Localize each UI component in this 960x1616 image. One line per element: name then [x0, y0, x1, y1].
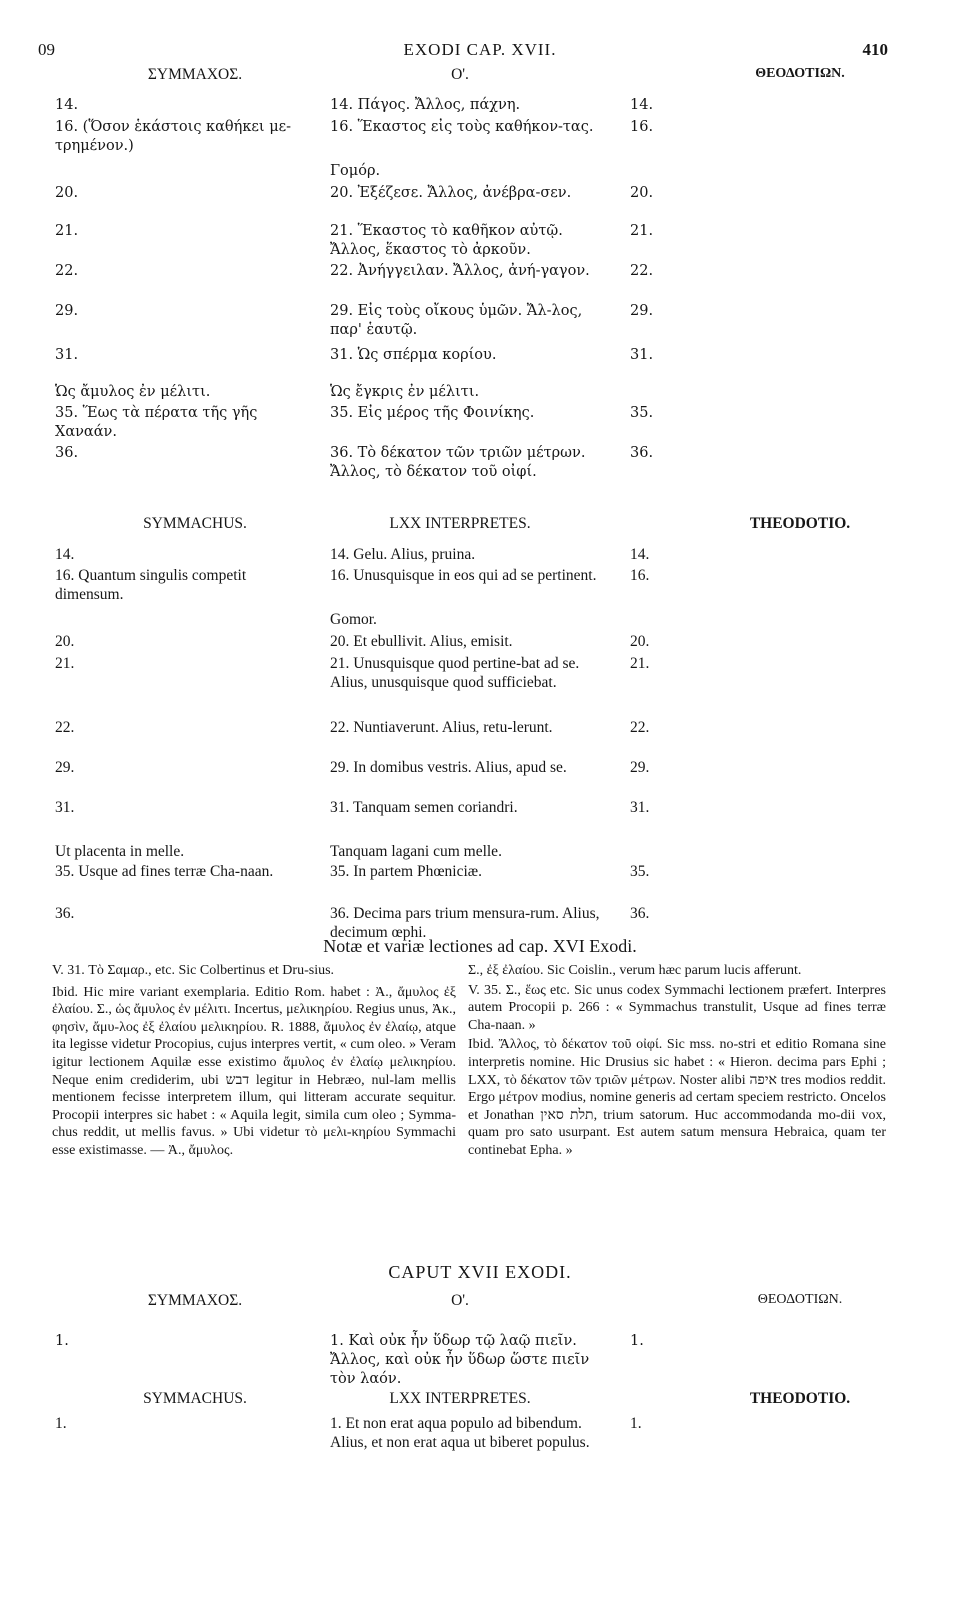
theodotion-cell: 14. — [630, 97, 654, 113]
lxx-cell: 21. Ἕκαστος τὸ καθῆκον αὐτῷ. Ἄλλος, ἕκαστος τὸ ἀρκοῦν. — [330, 223, 563, 258]
theodotion-cell: 35. — [630, 405, 654, 421]
theodotion-cell: 22. — [630, 263, 654, 279]
symmachus-cell: 35. Ἕως τὰ πέρατα τῆς γῆς Χαναάν. — [55, 405, 258, 440]
theodotion-cell: 29. — [630, 759, 650, 776]
column-header-theodotio-latin: THEODOTIO. — [749, 1390, 851, 1407]
lxx-cell: 35. In partem Phœniciæ. — [330, 863, 482, 880]
theodotion-cell: 20. — [630, 633, 650, 650]
lxx-cell: 16. Ἕκαστος εἰς τοὺς καθήκον-τας. — [330, 119, 594, 135]
symmachus-cell: 29. — [55, 759, 75, 776]
symmachus-cell: 1. — [55, 1415, 67, 1432]
page-number-right: 410 — [862, 40, 888, 59]
symmachus-cell: 14. — [55, 546, 75, 563]
theodotion-cell: 14. — [630, 546, 650, 563]
theodotion-cell: 36. — [630, 905, 650, 922]
lxx-cell: 29. In domibus vestris. Alius, apud se. — [330, 759, 567, 776]
column-header-symmachus-latin: SYMMACHUS. — [143, 515, 247, 532]
symmachus-cell: 35. Usque ad fines terræ Cha-naan. — [55, 863, 274, 880]
notes-title: Notæ et variæ lectiones ad cap. XVI Exodi. — [323, 936, 637, 956]
column-header-lxx-latin: LXX INTERPRETES. — [389, 1390, 531, 1407]
notes-right-column — [468, 962, 886, 1160]
lxx-cell: 16. Unusquisque in eos qui ad se pertinent. — [330, 567, 597, 584]
lxx-cell: 20. Ἐξέζεσε. Ἄλλος, ἀνέβρα-σεν. — [330, 185, 572, 201]
symmachus-cell: 21. — [55, 655, 75, 672]
column-header-lxx-latin: LXX INTERPRETES. — [389, 515, 531, 532]
lxx-cell: 22. Ἀνήγγειλαν. Ἄλλος, ἀνή-γαγον. — [330, 263, 590, 279]
theodotion-cell: 1. — [630, 1333, 644, 1349]
chapter-heading: CAPUT XVII EXODI. — [388, 1262, 572, 1282]
symmachus-cell: 20. — [55, 185, 79, 201]
column-header-symmachus: ΣΥΜΜΑΧΟΣ. — [147, 66, 243, 83]
symmachus-cell: 20. — [55, 633, 75, 650]
notes-left-column — [52, 962, 456, 1160]
lxx-cell: 29. Εἰς τοὺς οἴκους ὑμῶν. Ἄλ-λος, παρ' ἑαυτῷ. — [330, 303, 583, 338]
symmachus-cell: 31. — [55, 347, 79, 363]
page-number-left: 09 — [38, 40, 55, 59]
column-header-theodotion: ΘΕΟΔΟΤΙΩΝ. — [755, 66, 845, 81]
note-paragraph: V. 35. Σ., ἕως etc. Sic unus codex Symmachi lectionem præfert. Interpres autem Procopii p. 266 : « Symmachus transtulit, Usque ad fines terræ Cha-naan. » — [468, 982, 886, 1033]
note-paragraph: Ibid. Ἄλλος, τὸ δέκατον τοῦ οἰφί. Sic mss. no-stri et editio Romana sine interpretis nomine. Hic Drusius sic habet : « Hieron. decima pars Ephi ; LXX, τὸ δέκατον τῶν τριῶν μέτρων. Noster alibi איפה tres modios reddit. Ergo μέτρον modius, nomine generis ad certam speciem restricto. Oncelos et Jonathan תלת סאין, trium satorum. Huc accommodanda mo-dii vox, quam pro sato usurpant. Est autem satum mensura Hebraica, quam ter continebat Epha. » — [468, 1037, 886, 1158]
lxx-cell: 1. Et non erat aqua populo ad bibendum. Alius, et non erat aqua ut biberet populus. — [330, 1415, 590, 1451]
lxx-cell: 31. Ὡς σπέρμα κορίου. — [330, 347, 497, 363]
column-header-lxx: Ο'. — [451, 1292, 469, 1309]
lxx-cell: Γομόρ. — [330, 163, 381, 179]
symmachus-cell: 36. — [55, 905, 75, 922]
symmachus-cell: 31. — [55, 799, 75, 816]
lxx-cell: 36. Τὸ δέκατον τῶν τριῶν μέτρων. Ἄλλος, τὸ δέκατον τοῦ οἰφί. — [330, 445, 586, 480]
lxx-cell: 21. Unusquisque quod pertine-bat ad se. Alius, unusquisque quod sufficiebat. — [330, 655, 580, 691]
symmachus-cell: 22. — [55, 719, 75, 736]
theodotion-cell: 31. — [630, 799, 650, 816]
lxx-cell: Gomor. — [330, 611, 377, 628]
symmachus-cell: 16. Quantum singulis competit dimensum. — [55, 567, 247, 603]
lxx-cell: 22. Nuntiaverunt. Alius, retu-lerunt. — [330, 719, 553, 736]
symmachus-cell: 29. — [55, 303, 79, 319]
symmachus-cell: 36. — [55, 445, 79, 461]
theodotion-cell: 21. — [630, 223, 654, 239]
lxx-cell: 31. Tanquam semen coriandri. — [330, 799, 518, 816]
lxx-cell: 36. Decima pars trium mensura-rum. Alius, decimum œphi. — [330, 905, 600, 941]
symmachus-cell: 16. (Ὅσον ἑκάστοις καθήκει με-τρημένον.) — [55, 119, 292, 154]
lxx-cell: 20. Et ebullivit. Alius, emisit. — [330, 633, 513, 650]
theodotion-cell: 22. — [630, 719, 650, 736]
theodotion-cell: 1. — [630, 1415, 642, 1432]
column-header-symmachus-latin: SYMMACHUS. — [143, 1390, 247, 1407]
running-title: EXODI CAP. XVII. — [403, 40, 557, 59]
note-paragraph: V. 31. Τὸ Σαμαρ., etc. Sic Colbertinus et Dru-sius. — [52, 963, 335, 978]
symmachus-cell: 1. — [55, 1333, 69, 1349]
note-paragraph: Ibid. Hic mire variant exemplaria. Editio Rom. habet : Ἀ., ἄμυλος ἐξ ἐλαίου. Σ., ὡς ἄμυλος ἐν μέλιτι. Incertus, μελικηρίου. Regius unus, Ἀκ., φησὶν, ἄμυ-λος ἐξ ἐλαίου μελικηρίου. R. 1888, ἄμυλος ἐν ἐλαίῳ, atque ita legisse videtur Procopius, cujus interpres vertit, « cum oleo. » Veram igitur lectionem Aquilæ esse existimo ἄμυλος ἐν ἐλαίῳ μελικηρίου. Neque enim crediderim, ubi דבש legitur in Hebræo, nul-lam mellis mentionem fecisse interpretem illum, qui litteram accurate sequitur. Procopii interpres sic habet : « Aquila legit, simila cum oleo ; Symma-chus reddit, ut mellis favus. » Ubi videtur τὸ μελι-κηρίου Symmachi esse existimasse. — Ἀ., ἄμυλος. — [52, 984, 457, 1158]
theodotion-cell: 29. — [630, 303, 654, 319]
symmachus-cell: 21. — [55, 223, 79, 239]
symmachus-cell: Ut placenta in melle. — [55, 843, 185, 860]
symmachus-cell: 22. — [55, 263, 79, 279]
lxx-cell: Tanquam lagani cum melle. — [330, 843, 502, 860]
column-header-theodotion: ΘΕΟΔΟΤΙΩΝ. — [757, 1292, 843, 1307]
theodotion-cell: 36. — [630, 445, 654, 461]
theodotion-cell: 35. — [630, 863, 650, 880]
theodotion-cell: 20. — [630, 185, 654, 201]
note-paragraph: Σ., ἐξ ἐλαίου. Sic Coislin., verum hæc parum lucis afferunt. — [468, 963, 802, 978]
lxx-cell: 14. Gelu. Alius, pruina. — [330, 546, 476, 563]
symmachus-cell: Ὡς ἄμυλος ἐν μέλιτι. — [55, 384, 211, 400]
lxx-cell: 1. Καὶ οὐκ ἦν ὕδωρ τῷ λαῷ πιεῖν. Ἄλλος, καὶ οὐκ ἦν ὕδωρ ὥστε πιεῖν τὸν λαόν. — [330, 1333, 590, 1387]
lxx-cell: Ὡς ἔγκρις ἐν μέλιτι. — [330, 384, 480, 400]
symmachus-cell: 14. — [55, 97, 79, 113]
column-header-theodotio-latin: THEODOTIO. — [749, 515, 851, 532]
lxx-cell: 35. Εἰς μέρος τῆς Φοινίκης. — [330, 405, 535, 421]
theodotion-cell: 16. — [630, 119, 654, 135]
column-header-lxx: Ο'. — [451, 66, 469, 83]
lxx-cell: 14. Πάγος. Ἄλλος, πάχνη. — [330, 97, 521, 113]
theodotion-cell: 21. — [630, 655, 650, 672]
theodotion-cell: 16. — [630, 567, 650, 584]
column-header-symmachus: ΣΥΜΜΑΧΟΣ. — [147, 1292, 243, 1309]
theodotion-cell: 31. — [630, 347, 654, 363]
